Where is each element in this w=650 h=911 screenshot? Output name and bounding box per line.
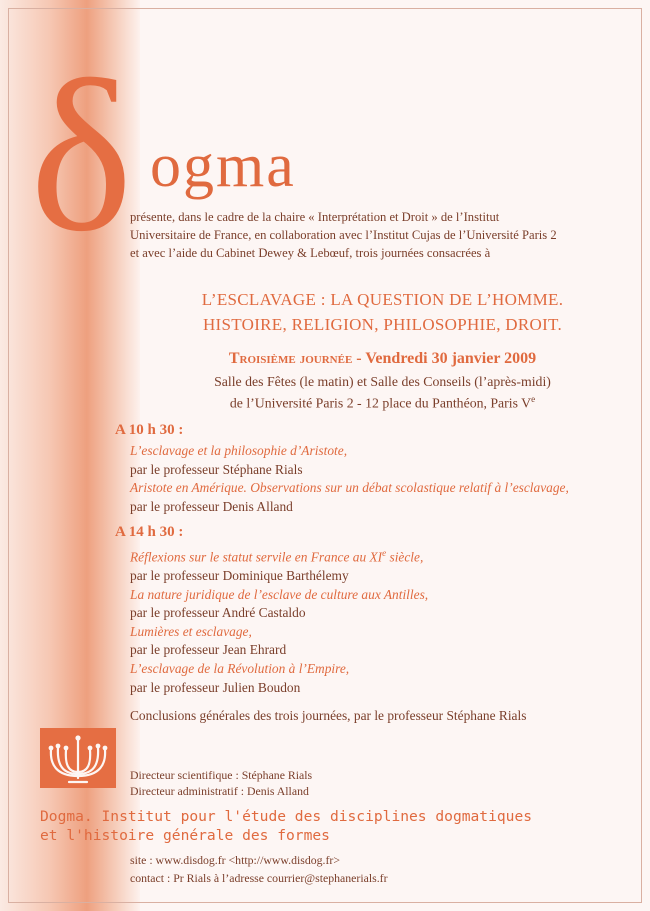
logo-wordmark: ogma bbox=[150, 132, 296, 200]
event-title-line-1: L’ESCLAVAGE : LA QUESTION DE L’HOMME. bbox=[201, 290, 564, 309]
talk-title: L’esclavage et la philosophie d’Aristote, bbox=[130, 443, 348, 458]
intro-line: présente, dans le cadre de la chaire « Interprétation et Droit » de l’Institut bbox=[130, 210, 500, 224]
conclusion-text: Conclusions générales des trois journées, par le professeur Stéphane Rials bbox=[130, 708, 527, 723]
site-link[interactable]: site : www.disdog.fr <http://www.disdog.fr> bbox=[130, 853, 341, 867]
institute-line: et l'histoire générale des formes bbox=[40, 827, 330, 844]
talk-speaker: par le professeur Jean Ehrard bbox=[130, 642, 287, 658]
morning-time: A 10 h 30 : bbox=[115, 422, 184, 438]
talk-speaker: par le professeur Stéphane Rials bbox=[130, 461, 303, 477]
day-label: Troisième journée bbox=[228, 350, 353, 367]
scientific-director: Directeur scientifique : Stéphane Rials bbox=[130, 768, 313, 782]
talk-title: La nature juridique de l’esclave de culture aux Antilles, bbox=[130, 586, 429, 602]
talk-speaker: par le professeur Dominique Barthélemy bbox=[130, 568, 349, 584]
afternoon-program bbox=[130, 544, 428, 697]
institute-line: Dogma. Institut pour l'étude des disciplines dogmatiques bbox=[40, 808, 533, 825]
day-date: - Vendredi 30 janvier 2009 bbox=[356, 350, 537, 367]
talk-title-text: Réflexions sur le statut servile en France au XI bbox=[130, 549, 383, 565]
intro-line: Universitaire de France, en collaboration avec l’Institut Cujas de l’Université Paris 2 bbox=[130, 228, 557, 242]
talk-title: Lumières et esclavage, bbox=[130, 623, 252, 639]
talk-speaker: par le professeur Denis Alland bbox=[130, 498, 293, 514]
candelabra-icon bbox=[40, 728, 116, 788]
morning-program bbox=[130, 442, 569, 516]
talk-speaker: par le professeur Julien Boudon bbox=[130, 679, 301, 695]
administrative-director: Directeur administratif : Denis Alland bbox=[130, 784, 309, 798]
talk-speaker: par le professeur André Castaldo bbox=[130, 605, 306, 621]
intro-line: et avec l’aide du Cabinet Dewey & Lebœuf, trois journées consacrées à bbox=[130, 246, 491, 260]
venue-line-2 bbox=[130, 394, 635, 412]
afternoon-time: A 14 h 30 : bbox=[115, 524, 184, 540]
contact-email[interactable]: contact : Pr Rials à l’adresse courrier@stephanerials.fr bbox=[130, 871, 388, 885]
event-title-line-2: HISTOIRE, RELIGION, PHILOSOPHIE, DROIT. bbox=[202, 315, 563, 334]
venue-line-1: Salle des Fêtes (le matin) et Salle des Conseils (l’après-midi) bbox=[214, 374, 551, 389]
talk-title bbox=[130, 544, 428, 567]
venue-address: de l’Université Paris 2 - 12 place du Panthéon, Paris V bbox=[229, 395, 532, 411]
institute-name bbox=[40, 807, 532, 845]
talk-title-suffix: siècle, bbox=[386, 549, 424, 565]
talk-title-sup: e bbox=[382, 548, 387, 558]
logo-delta-glyph: δ bbox=[30, 36, 133, 277]
venue-sup: e bbox=[531, 394, 536, 404]
talk-title: Aristote en Amérique. Observations sur un débat scolastique relatif à l’esclavage, bbox=[130, 480, 569, 496]
talk-title: L’esclavage de la Révolution à l’Empire, bbox=[130, 661, 350, 677]
day-heading bbox=[130, 350, 635, 368]
intro-text bbox=[130, 208, 630, 262]
